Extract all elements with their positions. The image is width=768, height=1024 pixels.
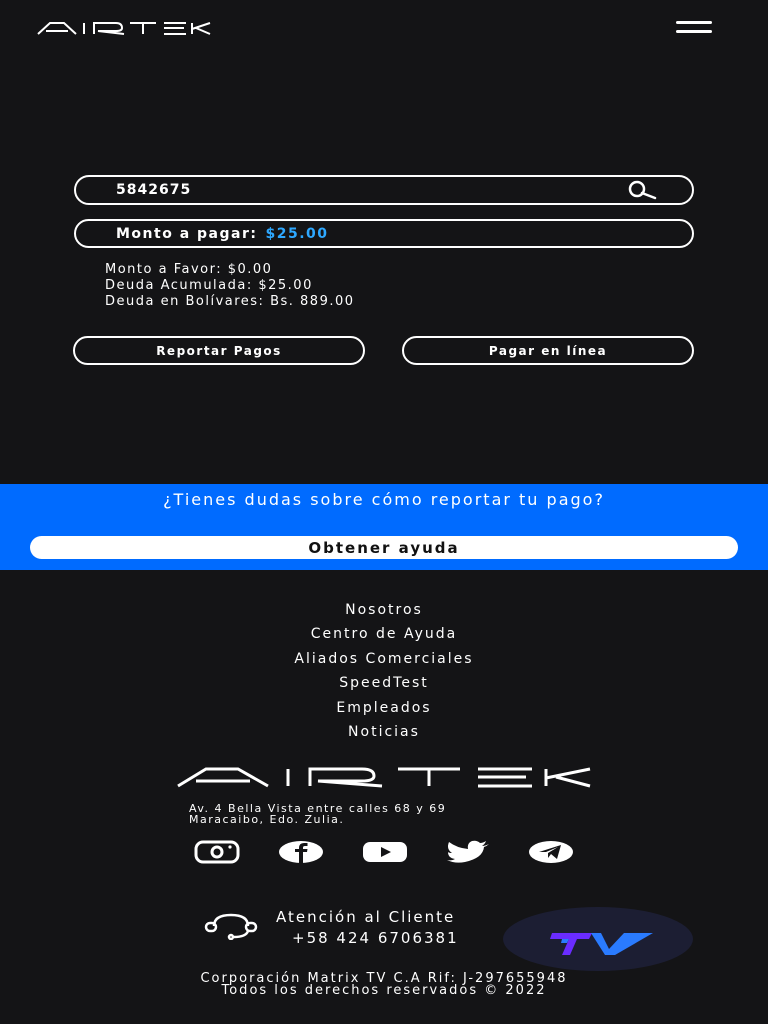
twitter-icon[interactable] (445, 840, 491, 864)
address (189, 803, 446, 825)
headset-icon (202, 912, 260, 940)
hamburger-menu-icon[interactable] (672, 16, 716, 40)
amount-display (74, 219, 694, 248)
amount-value: $25.00 (265, 226, 329, 242)
help-question: ¿Tienes dudas sobre cómo reportar tu pago? (163, 490, 605, 509)
telegram-icon[interactable] (528, 840, 574, 864)
footer-link-empleados[interactable]: Empleados (336, 699, 432, 716)
facebook-icon[interactable] (278, 840, 324, 864)
legal-line-2: Todos los derechos reservados © 2022 (221, 983, 547, 998)
address-line-2: Maracaibo, Edo. Zulia. (189, 813, 345, 826)
legal-line-1: Corporación Matrix TV C.A Rif: J-297655948 (200, 971, 568, 986)
airtek-footer-logo (176, 766, 594, 788)
help-banner (0, 484, 768, 570)
youtube-icon[interactable] (362, 840, 408, 864)
footer-link-nosotros[interactable]: Nosotros (345, 602, 423, 618)
support-title: Atención al Cliente (276, 908, 456, 926)
amount-label: Monto a pagar: (116, 226, 258, 242)
airtek-logo[interactable] (36, 20, 212, 36)
search-icon[interactable] (621, 179, 661, 201)
get-help-button[interactable]: Obtener ayuda (30, 536, 738, 559)
balance-bolivares-debt: Deuda en Bolívares: Bs. 889.00 (105, 294, 355, 309)
footer-nav (0, 598, 768, 744)
balance-accumulated-debt: Deuda Acumulada: $25.00 (105, 278, 313, 293)
footer-link-aliados[interactable]: Aliados Comerciales (294, 650, 474, 667)
search-input[interactable] (116, 180, 596, 200)
footer-link-speedtest[interactable]: SpeedTest (339, 675, 429, 692)
amount-label-row (116, 226, 329, 242)
tv-badge[interactable] (503, 907, 693, 971)
support-phone[interactable]: +58 424 6706381 (292, 929, 459, 947)
legal-info (0, 973, 768, 997)
report-payments-button[interactable]: Reportar Pagos (73, 336, 365, 365)
footer-link-centro-ayuda[interactable]: Centro de Ayuda (310, 626, 458, 643)
footer-link-noticias[interactable]: Noticias (348, 724, 420, 741)
balance-details (105, 262, 355, 310)
search-bar (74, 175, 694, 205)
balance-favor: Monto a Favor: $0.00 (105, 262, 273, 277)
header (0, 0, 768, 56)
pay-online-button[interactable]: Pagar en línea (402, 336, 694, 365)
instagram-icon[interactable] (194, 840, 240, 864)
address-line-1: Av. 4 Bella Vista entre calles 68 y 69 (189, 802, 447, 815)
